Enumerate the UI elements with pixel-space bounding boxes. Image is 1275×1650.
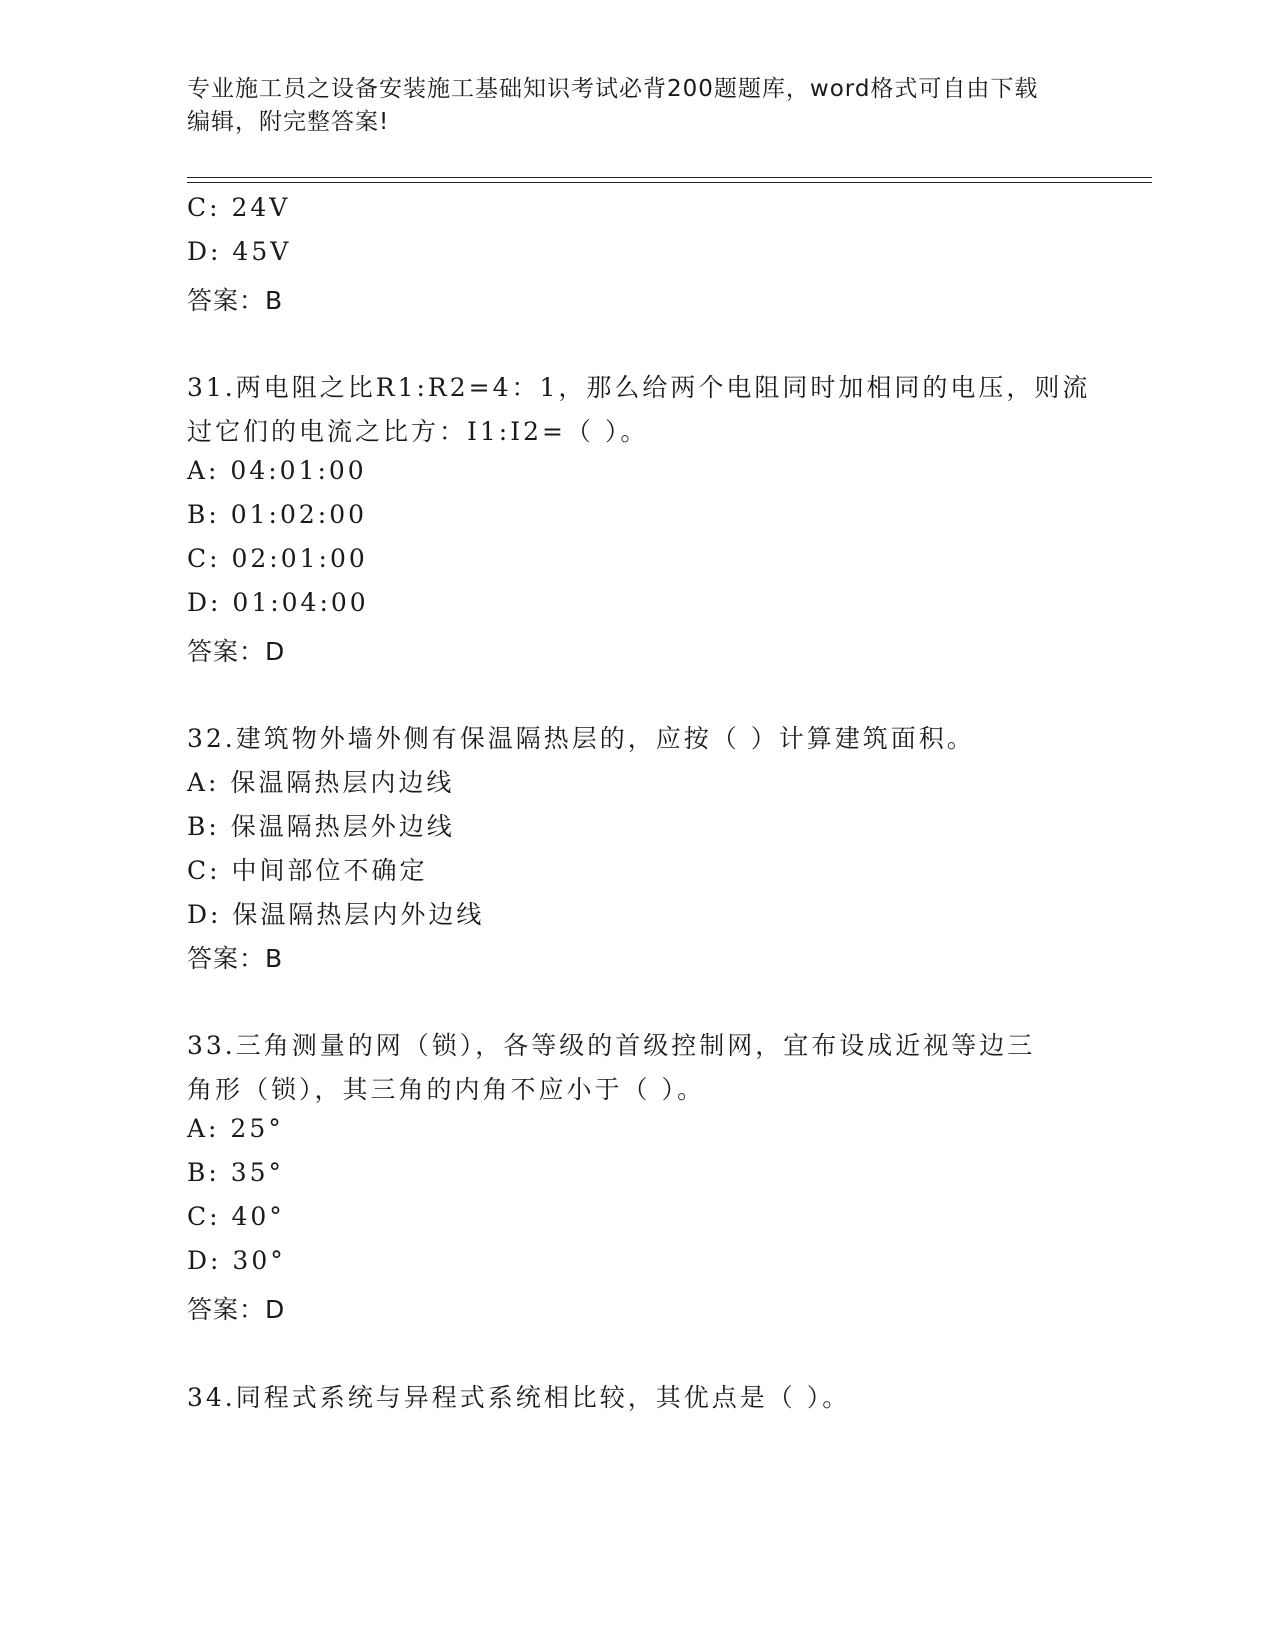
header-rule-top: [187, 177, 1152, 178]
option-a: A: 04:01:00: [187, 456, 367, 485]
header-title-line-1: 专业施工员之设备安装施工基础知识考试必背200题题库，word格式可自由下载: [187, 76, 1039, 102]
question-stem-continued: 过它们的电流之比方：I1:I2=（ ）。: [187, 417, 649, 446]
option-d: D: 01:04:00: [187, 588, 369, 617]
question-stem: 33.三角测量的网（锁），各等级的首级控制网，宜布设成近视等边三: [187, 1031, 1036, 1060]
option-c: C: 40°: [187, 1202, 285, 1231]
option-d: D: 保温隔热层内外边线: [187, 900, 485, 929]
document-header: [187, 73, 1087, 139]
option-c: C: 24V: [187, 193, 291, 222]
option-b: B: 35°: [187, 1158, 285, 1187]
option-d: D: 45V: [187, 237, 292, 266]
answer-label: 答案：B: [187, 286, 284, 315]
question-stem: 34.同程式系统与异程式系统相比较，其优点是（ ）。: [187, 1383, 851, 1412]
header-title-line-2: 编辑，附完整答案!: [187, 109, 390, 135]
option-c: C: 中间部位不确定: [187, 856, 428, 885]
option-a: A: 25°: [187, 1114, 284, 1143]
header-rule-bottom: [187, 182, 1152, 183]
option-c: C: 02:01:00: [187, 544, 368, 573]
question-stem-continued: 角形（锁），其三角的内角不应小于（ ）。: [187, 1075, 705, 1104]
answer-label: 答案：B: [187, 944, 284, 973]
option-b: B: 保温隔热层外边线: [187, 812, 455, 841]
question-stem: 32.建筑物外墙外侧有保温隔热层的，应按（ ）计算建筑面积。: [187, 724, 975, 753]
question-stem: 31.两电阻之比R1:R2=4：1，那么给两个电阻同时加相同的电压，则流: [187, 373, 1091, 402]
option-d: D: 30°: [187, 1246, 286, 1275]
answer-label: 答案：D: [187, 1295, 286, 1324]
answer-label: 答案：D: [187, 637, 286, 666]
option-a: A: 保温隔热层内边线: [187, 768, 455, 797]
option-b: B: 01:02:00: [187, 500, 368, 529]
